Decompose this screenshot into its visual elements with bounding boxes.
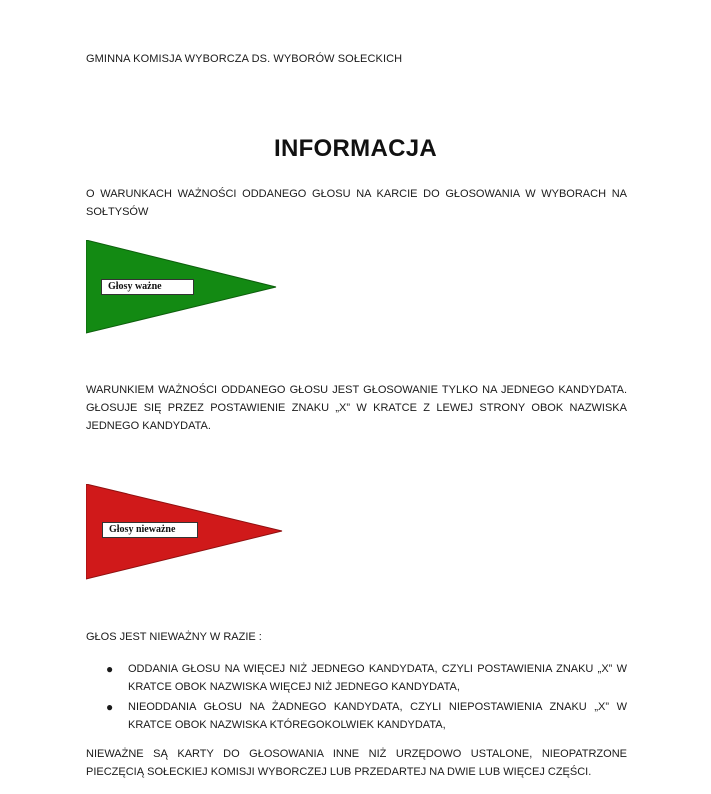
valid-votes-pennant bbox=[86, 240, 278, 335]
bullet-icon: ● bbox=[106, 700, 114, 714]
invalid-votes-intro: GŁOS JEST NIEWAŻNY W RAZIE : bbox=[86, 631, 262, 643]
invalid-votes-pennant bbox=[86, 484, 284, 581]
list-item bbox=[106, 660, 627, 696]
committee-header: GMINNA KOMISJA WYBORCZA DS. WYBORÓW SOŁECKICH bbox=[86, 53, 403, 65]
list-item bbox=[106, 698, 627, 734]
page-title: INFORMACJA bbox=[274, 135, 437, 162]
valid-votes-label: Głosy ważne bbox=[101, 279, 194, 295]
invalid-cases-list bbox=[106, 660, 627, 736]
document-subtitle: O WARUNKACH WAŻNOŚCI ODDANEGO GŁOSU NA KARCIE DO GŁOSOWANIA W WYBORACH NA SOŁTYSÓW bbox=[86, 188, 627, 218]
invalid-case-text: ODDANIA GŁOSU NA WIĘCEJ NIŻ JEDNEGO KANDYDATA, CZYLI POSTAWIENIA ZNAKU „X” W KRATCE OBOK NAZWISKA WIĘCEJ NIŻ JEDNEGO KANDYDATA, bbox=[128, 663, 627, 693]
valid-votes-description: WARUNKIEM WAŻNOŚCI ODDANEGO GŁOSU JEST GŁOSOWANIE TYLKO NA JEDNEGO KANDYDATA. GŁOSUJE SIĘ PRZEZ POSTAWIENIE ZNAKU „X” W KRATCE Z LEWEJ STRONY OBOK NAZWISKA JEDNEGO KANDYDATA. bbox=[86, 384, 627, 432]
invalid-votes-label: Głosy nieważne bbox=[102, 522, 198, 538]
closing-note: NIEWAŻNE SĄ KARTY DO GŁOSOWANIA INNE NIŻ URZĘDOWO USTALONE, NIEOPATRZONE PIECZĘCIĄ SOŁECKIEJ KOMISJI WYBORCZEJ LUB PRZEDARTEJ NA DWIE LUB WIĘCEJ CZĘŚCI. bbox=[86, 748, 627, 778]
invalid-case-text: NIEODDANIA GŁOSU NA ŻADNEGO KANDYDATA, CZYLI NIEPOSTAWIENIA ZNAKU „X” W KRATCE OBOK NAZWISKA KTÓREGOKOLWIEK KANDYDATA, bbox=[128, 701, 627, 731]
bullet-icon: ● bbox=[106, 662, 114, 676]
